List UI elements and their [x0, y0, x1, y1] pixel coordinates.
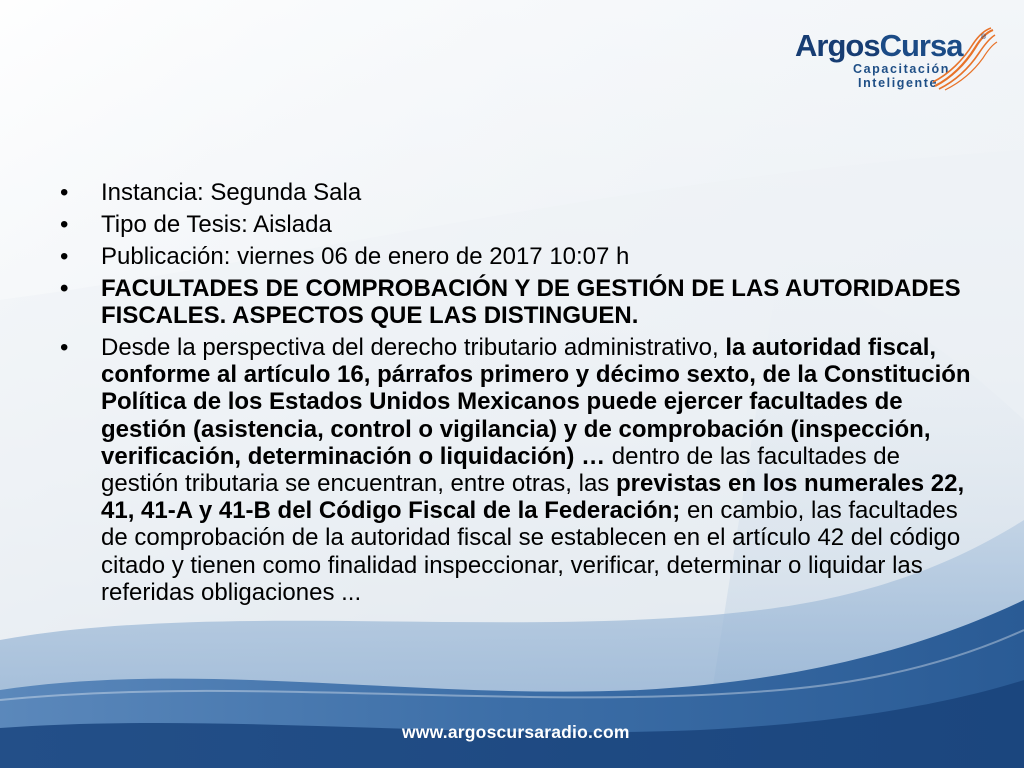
instancia-text: Instancia: Segunda Sala	[101, 179, 362, 206]
logo-registered-mark: ®	[981, 34, 987, 41]
bullet-dot: •	[60, 275, 69, 302]
list-item-publicacion	[60, 243, 980, 270]
texto-bold2: previstas en los numerales 22, 41, 41-A y 41-B del Código Fiscal de la Federación;	[101, 470, 965, 525]
list-item-instancia	[60, 179, 980, 206]
logo-tagline-line2: Inteligente	[858, 76, 939, 90]
list-item-rubro	[60, 275, 980, 329]
texto-part3: en cambio, las facultades de comprobación de la autoridad fiscal se establecen en el artículo 42 del código citado y tienen como finalidad inspeccionar, verificar, determinar o liquidar las referidas obligaciones ...	[101, 497, 961, 606]
list-item-tipo	[60, 211, 980, 238]
logo-swoosh-icon	[931, 26, 999, 92]
logo-tagline-line1: Capacitación	[853, 62, 951, 76]
publicacion-text: Publicación: viernes 06 de enero de 2017 10:07 h	[101, 243, 630, 270]
list-item-texto	[60, 334, 980, 606]
bullet-dot: •	[60, 243, 69, 270]
logo-brand-part1: Argos	[795, 28, 880, 63]
bullet-dot: •	[60, 179, 69, 206]
texto-bold1: la autoridad fiscal, conforme al artículo 16, párrafos primero y décimo sexto, de la Constitución Política de los Estados Unidos Mexicanos puede ejercer facultades de gestión (asistencia, control o vigilancia) y de comprobación (inspección, verificación, determinación o liquidación) …	[101, 334, 971, 470]
logo-brand-part2: Cursa	[879, 28, 963, 63]
bullet-list	[60, 179, 980, 606]
texto-part1: Desde la perspectiva del derecho tributario administrativo,	[101, 334, 726, 361]
bullet-dot: •	[60, 334, 69, 361]
argoscursa-logo	[793, 26, 998, 94]
rubro-text: FACULTADES DE COMPROBACIÓN Y DE GESTIÓN DE LAS AUTORIDADES FISCALES. ASPECTOS QUE LAS DISTINGUEN.	[101, 275, 961, 329]
tipo-text: Tipo de Tesis: Aislada	[101, 211, 332, 238]
texto-part2: dentro de las facultades de gestión tributaria se encuentran, entre otras, las	[101, 442, 900, 498]
bullet-dot: •	[60, 211, 69, 238]
footer-website-url: www.argoscursaradio.com	[402, 722, 630, 742]
slide-content	[60, 179, 980, 611]
